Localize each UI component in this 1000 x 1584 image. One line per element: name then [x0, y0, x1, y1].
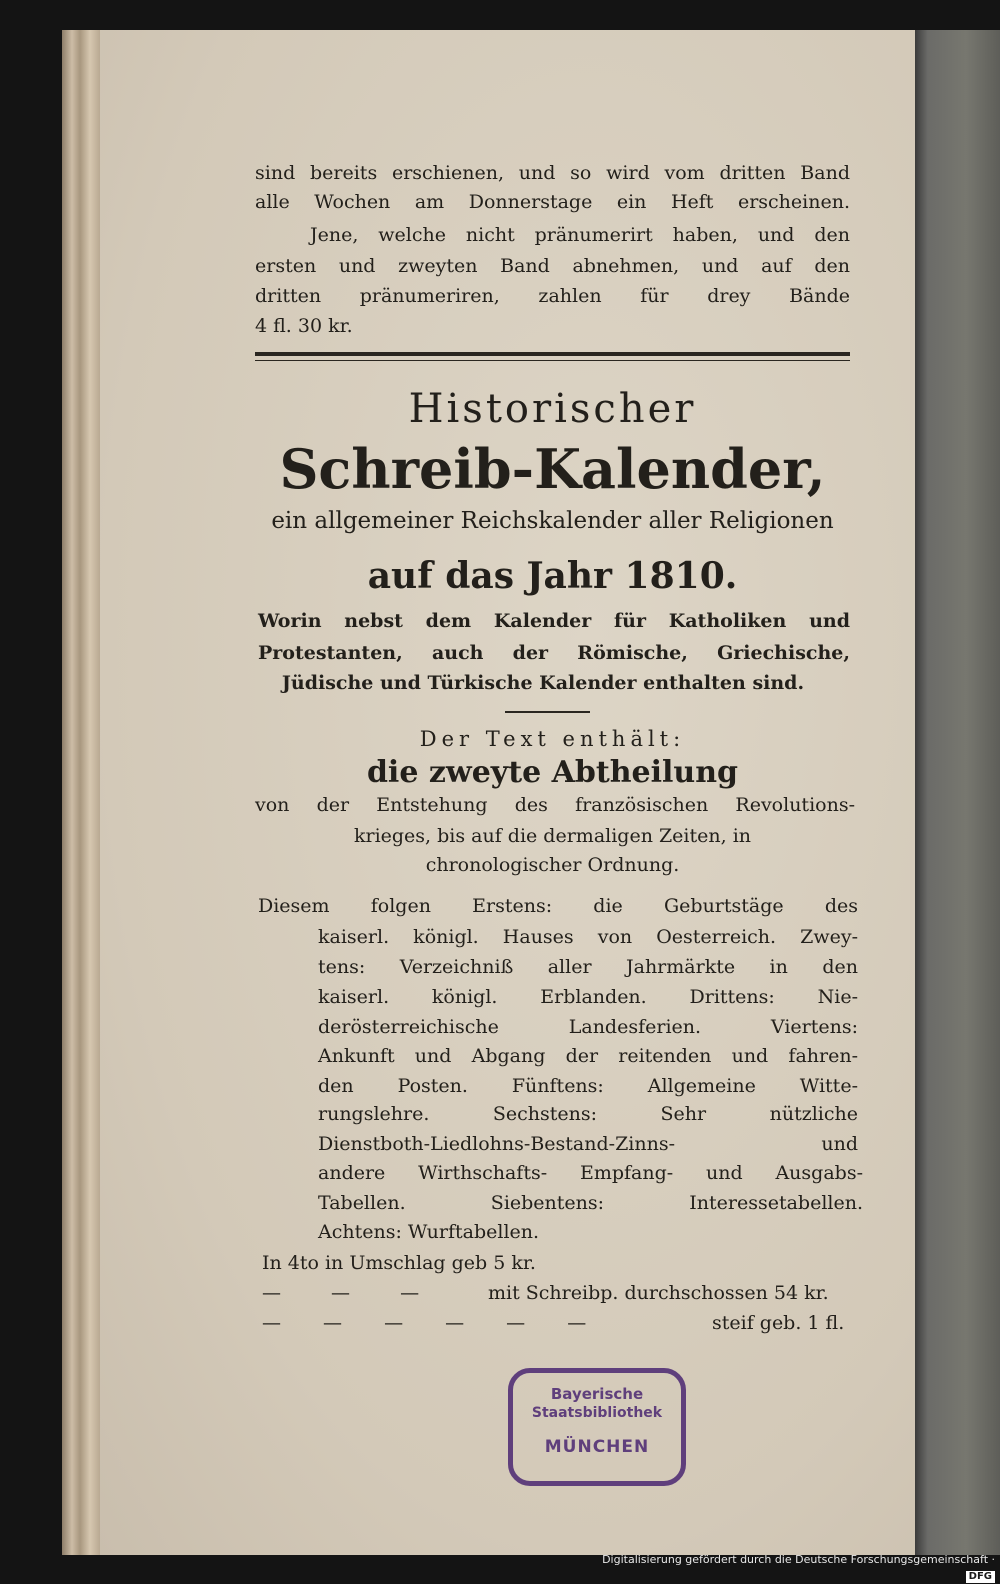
library-stamp [508, 1368, 686, 1486]
contents-line: Dienstboth-Liedlohns-Bestand-Zinns- und [318, 1133, 858, 1155]
contents-line: Diesem folgen Erstens: die Geburtstäge des [258, 895, 858, 917]
intro-line: ersten und zweyten Band abnehmen, und auf den [255, 255, 850, 277]
contents-line: kaiserl. königl. Hauses von Oesterreich. Zwey- [318, 926, 858, 948]
page-edge [62, 30, 102, 1555]
stamp-line: Staatsbibliothek [531, 1405, 663, 1421]
price-line: In 4to in Umschlag geb 5 kr. [262, 1252, 536, 1274]
stamp-line: MÜNCHEN [544, 1437, 650, 1457]
contents-line: Ankunft und Abgang der reitenden und fahren- [318, 1045, 858, 1067]
short-divider [505, 711, 590, 713]
dfg-logo-icon: DFG [966, 1571, 995, 1583]
contents-line: derösterreichische Landesferien. Viertens: [318, 1016, 858, 1038]
contents-line: kaiserl. königl. Erblanden. Drittens: Nie- [318, 986, 858, 1008]
intro-line: 4 fl. 30 kr. [255, 315, 353, 337]
intro-line: Jene, welche nicht pränumerirt haben, und den [310, 224, 850, 246]
adjacent-sheet [915, 30, 1000, 1555]
title-year: auf das Jahr 1810. [367, 555, 738, 597]
text-section-line: von der Entstehung des französischen Revolutions- [255, 794, 855, 816]
intro-line: sind bereits erschienen, und so wird vom dritten Band [255, 162, 850, 184]
subtitle-line: Worin nebst dem Kalender für Katholiken und [258, 610, 850, 632]
footer-text: Digitalisierung gefördert durch die Deutsche Forschungsgemeinschaft · [602, 1553, 995, 1566]
contents-line: andere Wirthschafts- Empfang- und Ausgabs- [318, 1162, 863, 1184]
subtitle-line: Jüdische und Türkische Kalender enthalten sind. [281, 672, 805, 694]
divider-rule [255, 360, 850, 361]
stamp-line: Bayerische [550, 1385, 644, 1403]
price-dashes: — — — — — — [262, 1312, 605, 1334]
text-heading: Der Text enthält: [419, 727, 686, 751]
title-schreib-kalender: Schreib-Kalender, [279, 437, 826, 501]
subtitle-line: Protestanten, auch der Römische, Griechische, [258, 642, 850, 664]
text-section-line: krieges, bis auf die dermaligen Zeiten, in [353, 825, 752, 847]
title-historischer: Historischer [408, 386, 697, 432]
intro-line: alle Wochen am Donnerstage ein Heft erscheinen. [255, 191, 850, 213]
contents-line: Achtens: Wurftabellen. [318, 1221, 540, 1243]
contents-line: rungslehre. Sechstens: Sehr nützliche [318, 1103, 858, 1125]
title-reichskalender: ein allgemeiner Reichskalender aller Religionen [271, 508, 834, 534]
divider-rule [255, 352, 850, 356]
price-dashes: — — — [262, 1282, 442, 1304]
contents-line: Tabellen. Siebentens: Interessetabellen. [318, 1192, 863, 1214]
text-title: die zweyte Abtheilung [366, 755, 739, 790]
digitization-footer [600, 1552, 995, 1582]
intro-line: dritten pränumeriren, zahlen für drey Bände [255, 285, 850, 307]
text-section-line: chronologischer Ordnung. [425, 854, 680, 876]
contents-line: den Posten. Fünftens: Allgemeine Witte- [318, 1075, 858, 1097]
contents-line: tens: Verzeichniß aller Jahrmärkte in den [318, 956, 858, 978]
price-line: steif geb. 1 fl. [712, 1312, 845, 1334]
price-line: mit Schreibp. durchschossen 54 kr. [488, 1282, 829, 1304]
